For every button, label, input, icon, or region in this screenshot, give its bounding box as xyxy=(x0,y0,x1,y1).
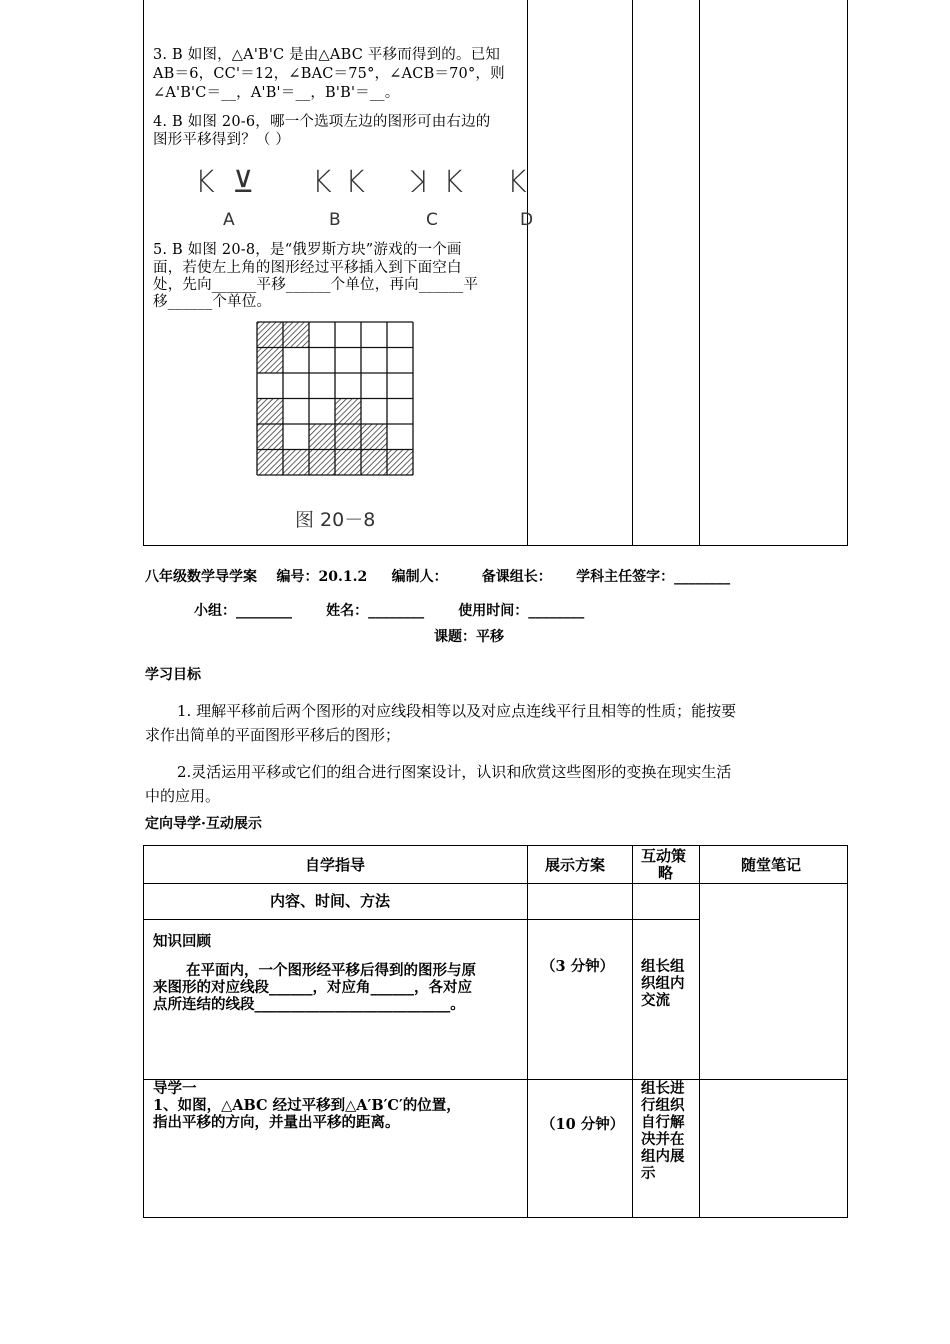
guide-1-title: 导学一 xyxy=(153,1080,197,1097)
column-header-strategy: 互动策 xyxy=(641,847,687,865)
question-3-line: 3. B 如图，△A'B'C 是由△ABC 平移而得到的。已知 xyxy=(153,47,501,63)
guide-table-row-line xyxy=(143,919,699,920)
option-a-label: A xyxy=(223,210,235,230)
review-title: 知识回顾 xyxy=(153,933,211,950)
column-header-strategy: 略 xyxy=(658,864,674,882)
question-3-line: AB＝6，CC'＝12，∠BAC＝75°，∠ACB＝70°，则 xyxy=(153,66,505,82)
option-c-label: C xyxy=(426,210,438,230)
review-strategy: 交流 xyxy=(641,992,670,1009)
shaded-block xyxy=(361,450,387,476)
figure-20-8-tetris-grid xyxy=(255,320,417,480)
shaded-block xyxy=(283,450,309,476)
shaded-block xyxy=(335,450,361,476)
subheader-content-time-method: 内容、时间、方法 xyxy=(270,892,391,910)
question-3-line: ∠A'B'C＝__，A'B'＝__，B'B'＝__。 xyxy=(153,85,400,101)
page-title: 课题：平移 xyxy=(434,629,504,645)
guide-1-line: 1、如图，△ABC 经过平移到△A′B′C′的位置， xyxy=(153,1097,461,1114)
figure-20-8-caption: 图 20－8 xyxy=(295,509,376,531)
objective-2-line: 2.灵活运用平移或它们的组合进行图案设计，认识和欣赏这些图形的变换在现实生活 xyxy=(177,763,732,781)
option-d-label: D xyxy=(520,210,534,230)
shaded-block xyxy=(257,348,283,374)
guide-1-strategy: 组内展 xyxy=(641,1148,685,1165)
review-line: 在平面内，一个图形经平移后得到的图形与原 xyxy=(186,962,476,979)
section-title: 定向导学·互动展示 xyxy=(145,816,262,832)
question-5-line: 面，若使左上角的图形经过平移插入到下面空白 xyxy=(153,260,462,276)
shaded-block xyxy=(309,450,335,476)
review-time: （3 分钟） xyxy=(541,958,615,975)
guide-1-strategy: 行组织 xyxy=(641,1097,685,1114)
guide-1-strategy: 组长进 xyxy=(641,1080,685,1097)
guide-table-divider xyxy=(527,845,528,1218)
shaded-block xyxy=(309,424,335,450)
column-header-self-study: 自学指导 xyxy=(305,856,366,874)
objectives-title: 学习目标 xyxy=(145,667,201,683)
review-line: 来图形的对应线段______，对应角______，各对应 xyxy=(153,979,472,996)
top-table-divider xyxy=(527,0,528,546)
guide-table xyxy=(143,845,848,1218)
review-line: 点所连结的线段___________________________。 xyxy=(153,996,465,1013)
shaded-block xyxy=(361,424,387,450)
header-line-2: 小组：________ 姓名：________ 使用时间：________ xyxy=(194,603,585,619)
guide-1-time: （10 分钟） xyxy=(541,1116,625,1133)
question-5-line: 移______个单位。 xyxy=(153,294,272,310)
question-4-line: 图形平移得到？（ ） xyxy=(153,132,291,148)
shaded-block xyxy=(335,424,361,450)
header-line-1: 八年级数学导学案 编号：20.1.2 编制人： 备课组长： 学科主任签字：________ xyxy=(145,569,731,585)
objective-2-line: 中的应用。 xyxy=(145,787,221,805)
guide-table-divider xyxy=(632,845,633,1218)
review-strategy: 组长组 xyxy=(641,958,685,975)
guide-1-strategy: 决并在 xyxy=(641,1131,685,1148)
column-header-presentation: 展示方案 xyxy=(545,856,606,874)
objective-1-line: 求作出简单的平面图形平移后的图形； xyxy=(145,726,401,744)
shaded-block xyxy=(257,322,283,348)
question-5-line: 处，先向______平移______个单位，再向______平 xyxy=(153,277,479,293)
shaded-block xyxy=(257,399,283,425)
review-strategy: 织组内 xyxy=(641,975,685,992)
option-b-figure: K K xyxy=(312,165,365,200)
guide-table-divider xyxy=(699,845,700,1218)
option-c-figure: ꓘ K xyxy=(410,165,463,200)
guide-table-row-line xyxy=(143,1079,848,1080)
objective-1-line: 1. 理解平移前后两个图形的对应线段相等以及对应点连线平行且相等的性质；能按要 xyxy=(177,702,737,720)
option-a-figure: K ⊻ xyxy=(195,165,255,200)
figure-20-6 xyxy=(190,160,534,235)
column-header-notes: 随堂笔记 xyxy=(741,856,802,874)
guide-1-line: 指出平移的方向，并量出平移的距离。 xyxy=(153,1114,400,1131)
shaded-block xyxy=(283,322,309,348)
guide-1-strategy: 自行解 xyxy=(641,1114,685,1131)
question-4-line: 4. B 如图 20-6，哪一个选项左边的图形可由右边的 xyxy=(153,114,491,130)
shaded-block xyxy=(335,399,361,425)
top-table-divider xyxy=(632,0,633,546)
shaded-block xyxy=(257,424,283,450)
guide-table-row-line xyxy=(143,883,848,884)
question-5-line: 5. B 如图 20-8，是“俄罗斯方块”游戏的一个画 xyxy=(153,242,462,258)
shaded-block xyxy=(387,450,413,476)
option-b-label: B xyxy=(329,210,341,230)
guide-1-strategy: 示 xyxy=(641,1165,656,1182)
top-table-divider xyxy=(699,0,700,546)
option-d-figure: K xyxy=(507,165,527,200)
shaded-block xyxy=(257,450,283,476)
